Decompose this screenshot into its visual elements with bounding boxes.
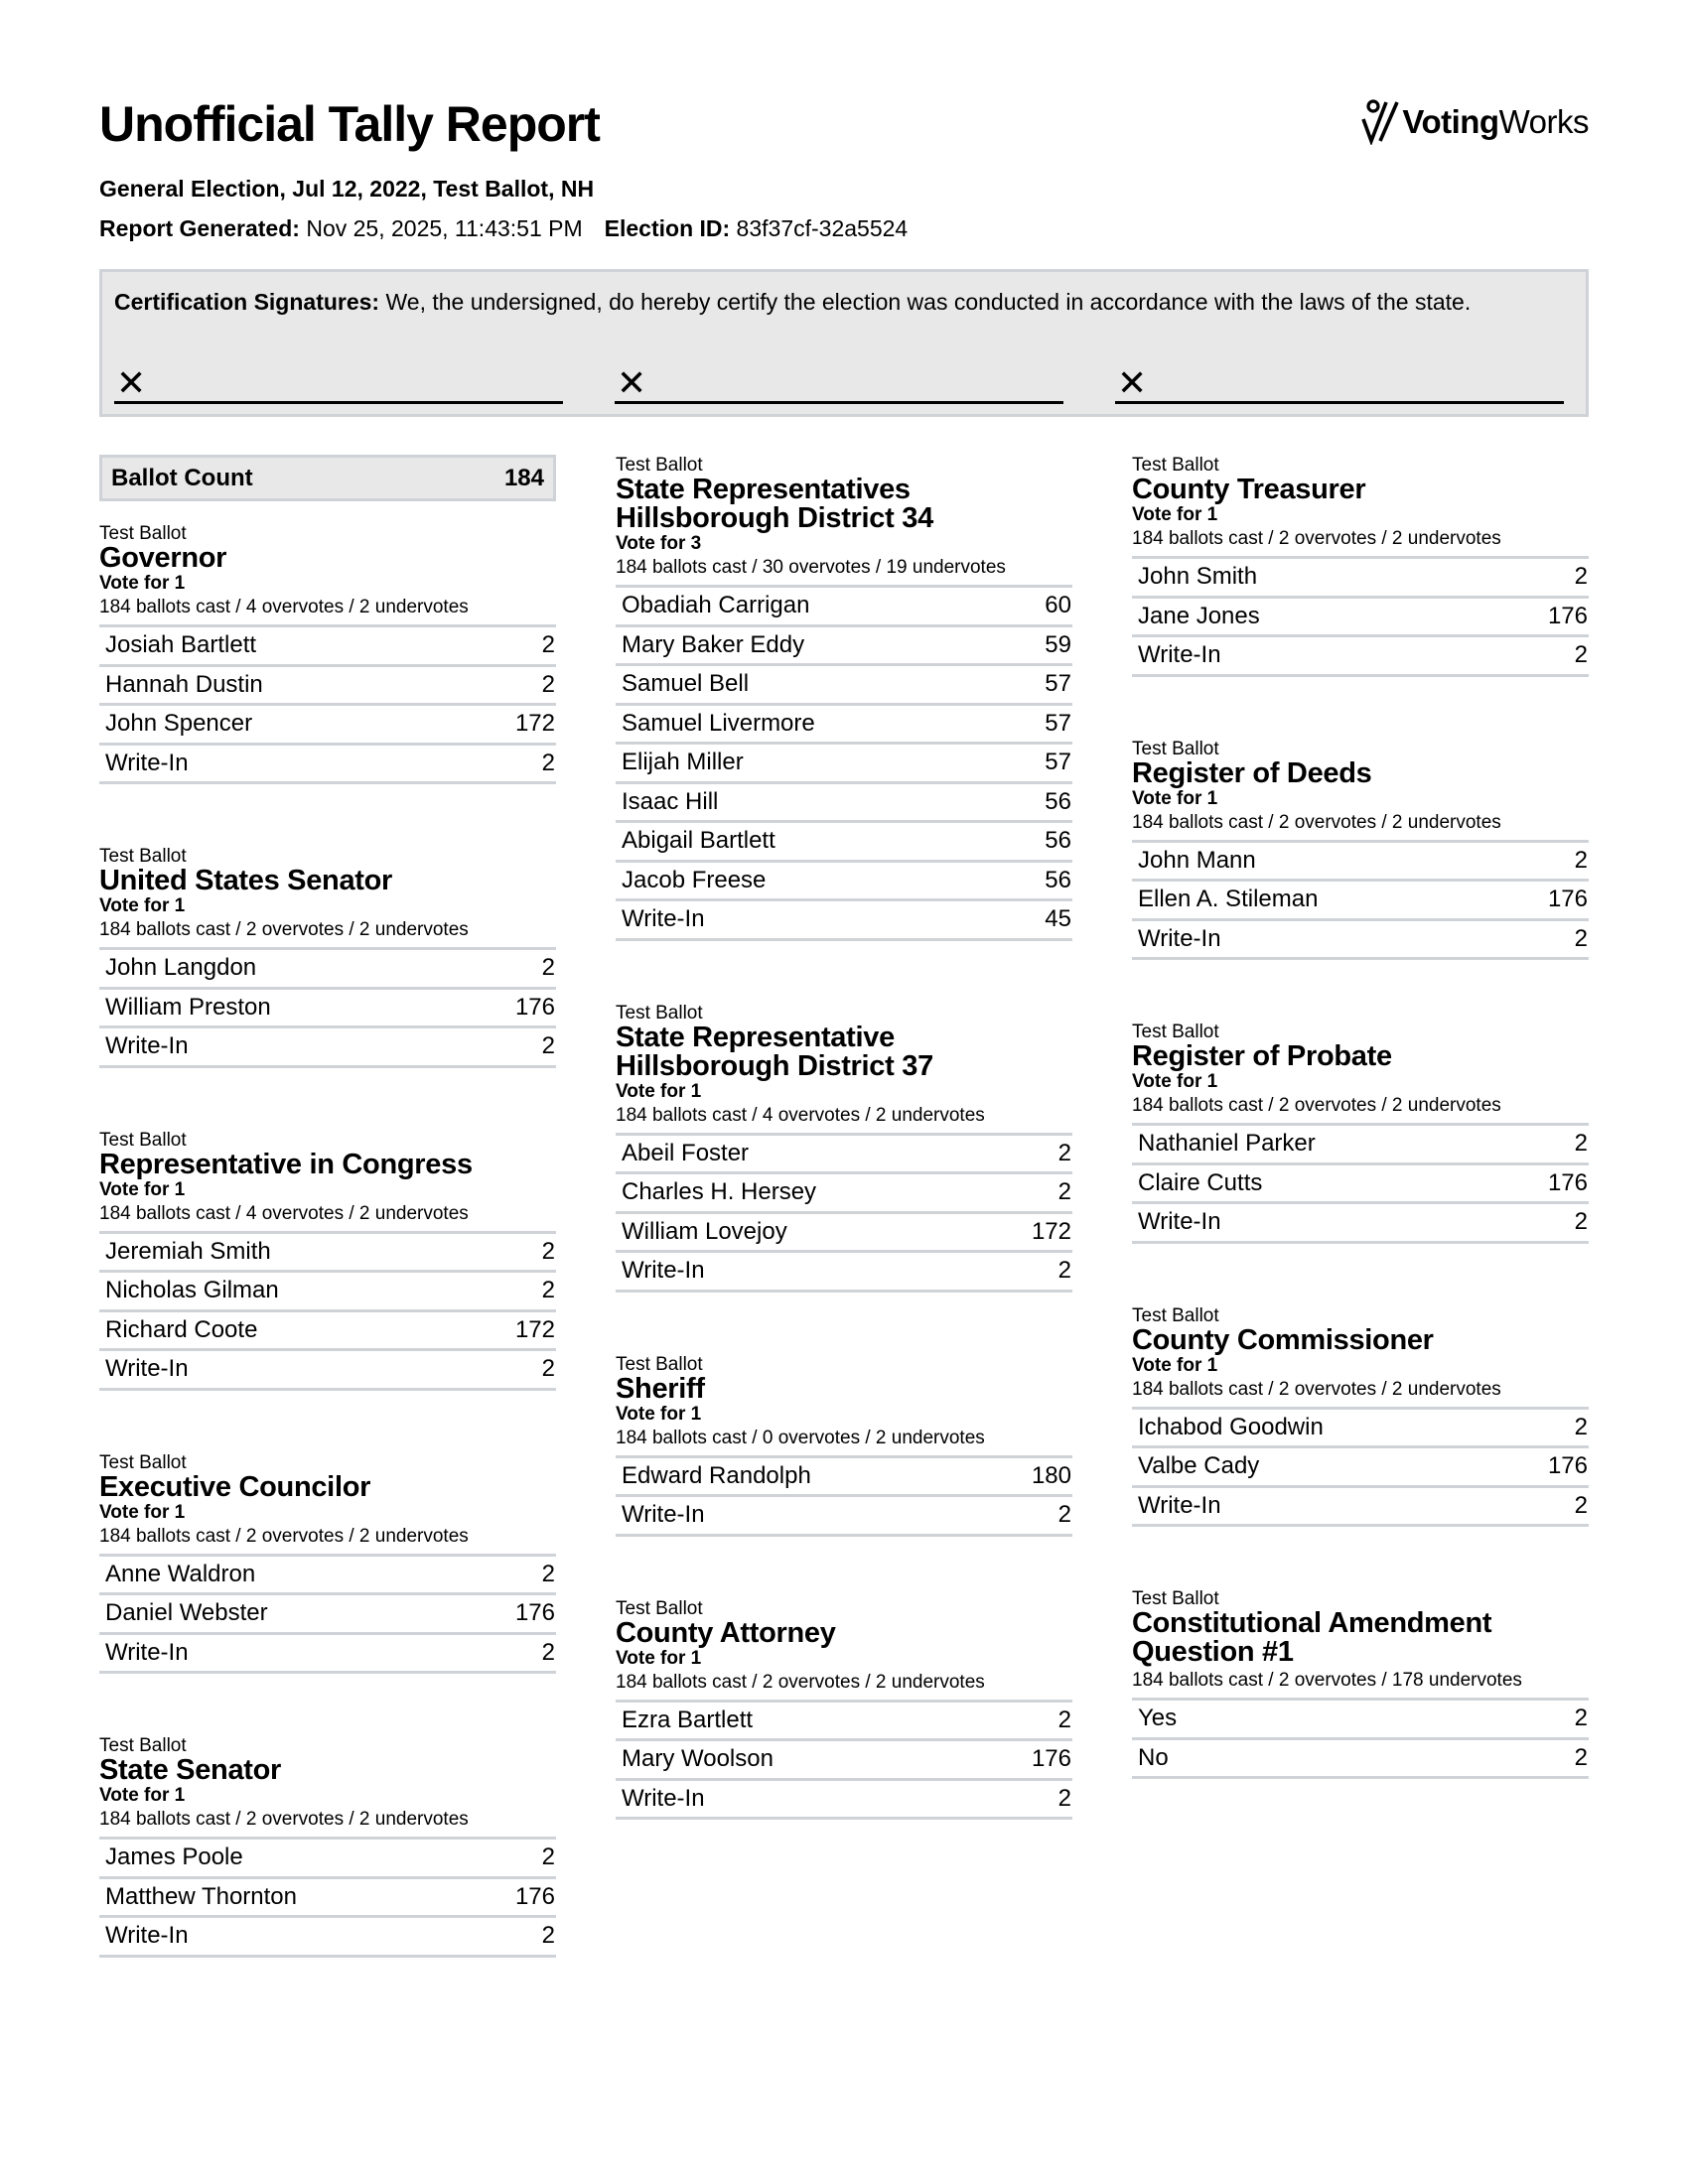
signature-line-3 [1115,361,1564,404]
vote-count: 176 [514,993,555,1021]
table-row [99,746,556,785]
candidate-name: Charles H. Hersey [622,1178,817,1206]
candidate-name: Hannah Dustin [105,670,263,698]
contest-title: County Commissioner [1132,1323,1434,1356]
contest-vote-for: Vote for 1 [1132,504,1218,525]
candidate-name: Write-In [1138,1491,1221,1519]
table-row [1132,559,1589,599]
vote-count: 2 [541,1237,555,1265]
contest-vote-for: Vote for 1 [616,1647,702,1669]
candidate-name: Write-In [105,1922,189,1950]
vote-count: 2 [1057,1784,1071,1812]
vote-count: 2 [541,1638,555,1666]
vote-count: 2 [1057,1257,1071,1285]
votingworks-logo [1360,97,1589,147]
contest-stats: 184 ballots cast / 4 overvotes / 2 undervotes [99,1202,469,1224]
vote-count: 2 [541,631,555,659]
ballot-count-box [99,455,556,501]
table-row [616,1253,1072,1293]
candidate-name: Samuel Bell [622,670,750,698]
vote-count: 2 [541,1560,555,1587]
contest-title: Register of Probate [1132,1040,1392,1072]
results-table [99,1554,556,1675]
table-row [1132,1448,1589,1488]
vote-count: 2 [541,1032,555,1060]
contest-ballot-style: Test Ballot [1132,1588,1219,1609]
table-row [616,627,1072,667]
results-table [1132,1123,1589,1244]
results-table [99,1231,556,1391]
candidate-name: Write-In [622,1257,705,1285]
contest [1132,455,1589,677]
candidate-name: Mary Woolson [622,1745,774,1773]
table-row [99,706,556,746]
contest-title: State Representative Hillsborough District 37 [616,1021,933,1082]
contest-vote-for: Vote for 1 [616,1080,702,1102]
candidate-name: Jane Jones [1138,602,1260,629]
table-row [616,1214,1072,1254]
table-row [99,1312,556,1352]
candidate-name: Obadiah Carrigan [622,592,810,619]
vote-count: 2 [1057,1706,1071,1733]
contest-stats: 184 ballots cast / 30 overvotes / 19 undervotes [616,557,1006,578]
table-row [1132,843,1589,883]
table-row [99,1557,556,1596]
contest-title: Sheriff [616,1372,705,1405]
table-row [1132,921,1589,961]
signature-x-icon: ✕ [1117,362,1148,403]
table-row [1132,1165,1589,1205]
candidate-name: John Smith [1138,563,1258,591]
vote-count: 176 [514,1882,555,1910]
candidate-name: Write-In [622,1501,705,1529]
candidate-name: Write-In [105,1355,189,1383]
table-row [99,1351,556,1391]
contest [616,455,1072,941]
candidate-name: Abigail Bartlett [622,827,775,855]
table-row [99,1595,556,1635]
candidate-name: Write-In [105,749,189,776]
vote-count: 45 [1045,905,1071,933]
contest-ballot-style: Test Ballot [616,455,703,476]
candidate-name: Nicholas Gilman [105,1277,279,1304]
vote-count: 2 [1574,641,1588,669]
certification-label: Certification Signatures: [114,289,380,315]
table-row [1132,882,1589,921]
contest-stats: 184 ballots cast / 2 overvotes / 2 undervotes [99,919,469,940]
table-row [616,1174,1072,1214]
signature-lines [114,361,1579,404]
results-table [1132,1698,1589,1779]
candidate-name: Write-In [105,1638,189,1666]
table-row [99,1840,556,1879]
column-2 [616,455,1072,2019]
table-row [99,1918,556,1958]
table-row [616,588,1072,627]
ballot-count-value: 184 [503,464,544,491]
candidate-name: Claire Cutts [1138,1168,1263,1196]
candidate-name: Elijah Miller [622,749,744,776]
vote-count: 176 [1547,886,1588,913]
candidate-name: Write-In [622,905,705,933]
results-table [616,1700,1072,1821]
candidate-name: Daniel Webster [105,1599,268,1627]
vote-count: 172 [514,1315,555,1343]
contest-title: State Representatives Hillsborough District 34 [616,474,933,534]
contest-ballot-style: Test Ballot [99,1129,187,1151]
contest [99,523,556,784]
candidate-name: Samuel Livermore [622,709,815,737]
table-row [616,1497,1072,1537]
results-table [1132,1407,1589,1528]
candidate-name: Write-In [1138,1208,1221,1236]
candidate-name: Jeremiah Smith [105,1237,271,1265]
election-id-value: 83f37cf-32a5524 [730,215,909,241]
candidate-name: Jacob Freese [622,866,767,893]
tally-report-page [99,0,1589,1950]
report-metadata [99,214,908,242]
table-row [99,990,556,1029]
contest-ballot-style: Test Ballot [99,523,187,544]
vote-count: 2 [1574,1208,1588,1236]
vote-count: 2 [1057,1139,1071,1166]
contest-columns [99,455,1589,2019]
vote-count: 176 [1031,1745,1071,1773]
logo-wordmark-regular: Works [1498,103,1589,140]
contest-title: Executive Councilor [99,1470,371,1503]
candidate-name: Josiah Bartlett [105,631,257,659]
candidate-name: Richard Coote [105,1315,258,1343]
vote-count: 180 [1031,1461,1071,1489]
contest-vote-for: Vote for 1 [99,573,186,594]
vote-count: 56 [1045,827,1071,855]
logo-wordmark [1402,99,1589,145]
results-table [616,1133,1072,1293]
contest-ballot-style: Test Ballot [1132,455,1219,476]
contest-vote-for: Vote for 1 [1132,1354,1218,1376]
candidate-name: John Mann [1138,846,1256,874]
contest [99,1130,556,1391]
column-3 [1132,455,1589,2019]
contest-ballot-style: Test Ballot [99,1451,187,1473]
vote-count: 2 [1574,846,1588,874]
vote-count: 2 [1574,1413,1588,1440]
vote-count: 57 [1045,670,1071,698]
contest-title: United States Senator [99,865,393,896]
table-row [616,706,1072,746]
contest [99,1452,556,1675]
vote-count: 176 [1547,1168,1588,1196]
table-row [1132,1410,1589,1449]
table-row [1132,637,1589,677]
vote-count: 2 [1574,924,1588,952]
candidate-name: John Spencer [105,710,253,738]
candidate-name: Ellen A. Stileman [1138,886,1319,913]
candidate-name: Ezra Bartlett [622,1706,754,1733]
report-header [99,0,1589,258]
contest-title: County Treasurer [1132,474,1366,505]
report-generated-label: Report Generated: [99,215,300,241]
table-row [616,823,1072,863]
contest-ballot-style: Test Ballot [616,1002,703,1024]
candidate-name: Nathaniel Parker [1138,1130,1316,1158]
candidate-name: Write-In [622,1784,705,1812]
vote-count: 176 [1547,602,1588,629]
contest-ballot-style: Test Ballot [1132,738,1219,759]
vote-count: 2 [541,1922,555,1950]
contest-stats: 184 ballots cast / 2 overvotes / 2 undervotes [1132,1378,1501,1400]
contest [1132,1305,1589,1528]
ballot-count-label: Ballot Count [111,464,253,491]
signature-line-1 [114,361,563,404]
contest-title: Register of Deeds [1132,756,1372,789]
contest-title: Representative in Congress [99,1148,473,1180]
report-generated-value: Nov 25, 2025, 11:43:51 PM [299,215,583,241]
page-title: Unofficial Tally Report [99,96,600,152]
contest-stats: 184 ballots cast / 2 overvotes / 2 undervotes [99,1809,469,1830]
results-table [1132,556,1589,677]
table-row [616,784,1072,824]
contest-stats: 184 ballots cast / 2 overvotes / 2 undervotes [99,1525,469,1547]
table-row [616,901,1072,941]
table-row [99,627,556,667]
table-row [616,863,1072,902]
candidate-name: Write-In [1138,924,1221,952]
candidate-name: Write-In [1138,641,1221,669]
vote-count: 57 [1045,749,1071,776]
certification-text: We, the undersigned, do hereby certify the election was conducted in accordance with the laws of the state. [379,289,1472,315]
certification-statement [114,287,1471,317]
results-table [616,585,1072,941]
candidate-name: Mary Baker Eddy [622,630,805,658]
column-1 [99,455,556,2019]
contest-title: Governor [99,542,227,574]
table-row [1132,1701,1589,1740]
vote-count: 172 [1031,1217,1071,1245]
contest-title: State Senator [99,1754,282,1786]
contest-stats: 184 ballots cast / 2 overvotes / 2 undervotes [616,1671,985,1693]
vote-count: 56 [1045,866,1071,893]
table-row [616,666,1072,706]
vote-count: 176 [1547,1452,1588,1480]
vote-count: 57 [1045,709,1071,737]
contest-vote-for: Vote for 3 [616,533,702,554]
results-table [1132,840,1589,961]
table-row [616,1741,1072,1781]
vote-count: 2 [541,749,555,776]
results-table [99,947,556,1068]
candidate-name: No [1138,1743,1169,1771]
table-row [1132,1204,1589,1244]
results-table [99,1837,556,1958]
contest-ballot-style: Test Ballot [616,1353,703,1375]
candidate-name: John Langdon [105,954,257,982]
election-id-label: Election ID: [604,215,731,241]
table-row [616,1458,1072,1498]
candidate-name: Valbe Cady [1138,1452,1260,1480]
contest-stats: 184 ballots cast / 4 overvotes / 2 undervotes [616,1104,985,1126]
signature-x-icon: ✕ [116,362,147,403]
votingworks-check-icon [1360,99,1400,145]
signature-x-icon: ✕ [617,362,647,403]
contest-stats: 184 ballots cast / 2 overvotes / 2 undervotes [1132,1095,1501,1116]
table-row [616,1703,1072,1742]
candidate-name: William Lovejoy [622,1217,787,1245]
contest-ballot-style: Test Ballot [1132,1022,1219,1042]
contest-vote-for: Vote for 1 [1132,787,1218,809]
table-row [1132,1488,1589,1528]
contest-stats: 184 ballots cast / 4 overvotes / 2 undervotes [99,597,469,617]
contest [616,1354,1072,1537]
vote-count: 2 [1057,1501,1071,1529]
contest-stats: 184 ballots cast / 2 overvotes / 2 undervotes [1132,811,1501,833]
certification-box [99,269,1589,417]
contest-stats: 184 ballots cast / 2 overvotes / 178 undervotes [1132,1670,1522,1691]
contest [616,1003,1072,1293]
contest-ballot-style: Test Ballot [1132,1304,1219,1326]
contest-stats: 184 ballots cast / 2 overvotes / 2 undervotes [1132,528,1501,549]
table-row [616,1781,1072,1821]
vote-count: 2 [1574,563,1588,591]
contest-vote-for: Vote for 1 [616,1403,702,1425]
contest [99,1735,556,1958]
results-table [99,624,556,784]
table-row [99,1273,556,1312]
vote-count: 2 [1574,1130,1588,1158]
vote-count: 2 [541,1277,555,1304]
vote-count: 2 [541,1843,555,1871]
candidate-name: Write-In [105,1032,189,1060]
candidate-name: Ichabod Goodwin [1138,1413,1324,1440]
vote-count: 2 [541,954,555,982]
contest-ballot-style: Test Ballot [616,1597,703,1619]
table-row [99,1635,556,1675]
candidate-name: Isaac Hill [622,787,719,815]
candidate-name: James Poole [105,1843,243,1871]
contest-ballot-style: Test Ballot [99,846,187,867]
contest-vote-for: Vote for 1 [99,1785,186,1806]
contest-vote-for: Vote for 1 [1132,1071,1218,1092]
vote-count: 2 [541,670,555,698]
table-row [99,1879,556,1919]
vote-count: 2 [541,1355,555,1383]
candidate-name: Edward Randolph [622,1461,811,1489]
vote-count: 2 [1574,1743,1588,1771]
election-subtitle: General Election, Jul 12, 2022, Test Ballot, NH [99,176,595,202]
contest [99,846,556,1068]
vote-count: 176 [514,1599,555,1627]
contest [1132,739,1589,961]
candidate-name: Yes [1138,1705,1178,1732]
vote-count: 172 [514,710,555,738]
contest [1132,1588,1589,1779]
table-row [99,667,556,707]
contest-ballot-style: Test Ballot [99,1735,187,1756]
table-row [1132,1126,1589,1165]
contest-vote-for: Vote for 1 [99,1501,186,1523]
logo-wordmark-bold: Voting [1402,103,1499,140]
contest-vote-for: Vote for 1 [99,1178,186,1200]
table-row [99,1028,556,1068]
vote-count: 60 [1045,592,1071,619]
contest [1132,1022,1589,1244]
table-row [616,745,1072,784]
contest-title: Constitutional Amendment Question #1 [1132,1607,1492,1668]
table-row [1132,1740,1589,1780]
contest-stats: 184 ballots cast / 0 overvotes / 2 undervotes [616,1427,985,1448]
vote-count: 59 [1045,630,1071,658]
table-row [616,1136,1072,1175]
table-row [1132,599,1589,638]
contest-title: County Attorney [616,1616,836,1649]
contest-vote-for: Vote for 1 [99,895,186,916]
candidate-name: William Preston [105,993,271,1021]
vote-count: 2 [1057,1178,1071,1206]
vote-count: 56 [1045,787,1071,815]
results-table [616,1455,1072,1537]
candidate-name: Abeil Foster [622,1139,750,1166]
contest [616,1598,1072,1821]
vote-count: 2 [1574,1705,1588,1732]
candidate-name: Anne Waldron [105,1560,256,1587]
vote-count: 2 [1574,1491,1588,1519]
table-row [99,1234,556,1274]
signature-line-2 [615,361,1063,404]
candidate-name: Matthew Thornton [105,1882,297,1910]
table-row [99,950,556,990]
